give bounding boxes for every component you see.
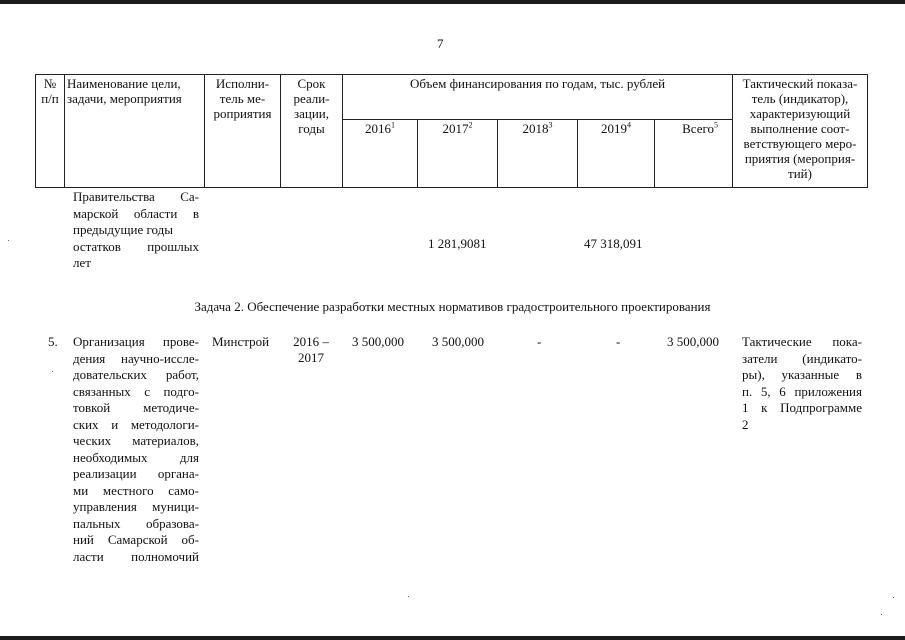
continued-row-2017: 1 281,9081 [428, 236, 487, 251]
header-year-2019: 2019$^4$ [601, 120, 631, 136]
grid-line [64, 74, 65, 188]
header-col-funding: Объем финансирования по годам, тыс. рублей [409, 76, 666, 91]
header-col-executor: Исполни- тель ме- роприятия [213, 76, 272, 121]
row-5-2017: 3 500,000 [432, 334, 484, 349]
header-bottom-line [35, 187, 867, 188]
task-2-title: Задача 2. Обеспечение разработки местных нормативов градостроительного проектирования [194, 299, 711, 314]
years-divider-line [342, 119, 732, 120]
page-number: 7 [437, 36, 444, 51]
row-5-2019: - [616, 334, 621, 349]
row-5-term: 2016 – 2017 [293, 334, 329, 365]
row-5-total: 3 500,000 [667, 334, 719, 349]
scan-speck [408, 596, 409, 597]
scan-speck [893, 597, 894, 598]
continued-row-name: Правительства Са- марской области в предыдущие годы остатков прошлых лет [73, 189, 199, 270]
header-col-indicator: Тактический показа- тель (индикатор), характеризующий выполнение соот- ветствующего меро- приятия (мероприя- тий) [742, 76, 858, 181]
header-year-2017: 2017$^2$ [442, 120, 473, 136]
scan-speck [881, 614, 882, 615]
scan-speck [8, 240, 9, 241]
row-5-name: Организация прове- дения научно-иссле- довательских работ, связанных с подго- товкой методиче- ских и методологи- ческих материалов, необходимых для реализации органа- ми местного само- управления муници- пальных образова- ний Самарской об- ласти полномочий [73, 334, 199, 564]
row-5-executor: Минстрой [212, 334, 270, 349]
row-5-2018: - [537, 334, 542, 349]
row-5-number: 5. [48, 334, 58, 349]
grid-line [867, 74, 868, 188]
row-5-indicator: Тактические пока- затели (индикато- ры), указанные в п. 5, 6 приложения 1 к Подпрограмме 2 [742, 334, 862, 432]
header-total: Всего$^5$ [682, 120, 718, 136]
header-year-2016: 2016$^1$ [365, 120, 395, 136]
header-top-line [35, 74, 867, 75]
continued-row-2019: 47 318,091 [584, 236, 643, 251]
scan-speck [52, 371, 53, 372]
row-5-2016: 3 500,000 [352, 334, 404, 349]
header-col-term: Срок реали- зации, годы [293, 76, 330, 136]
header-year-2018: 2018$^3$ [522, 120, 553, 136]
scan-bottom-border [0, 636, 905, 640]
header-col-number: № п/п [41, 76, 59, 106]
header-col-name: Наименование цели, задачи, мероприятия [67, 76, 182, 106]
scan-top-border [0, 0, 905, 4]
